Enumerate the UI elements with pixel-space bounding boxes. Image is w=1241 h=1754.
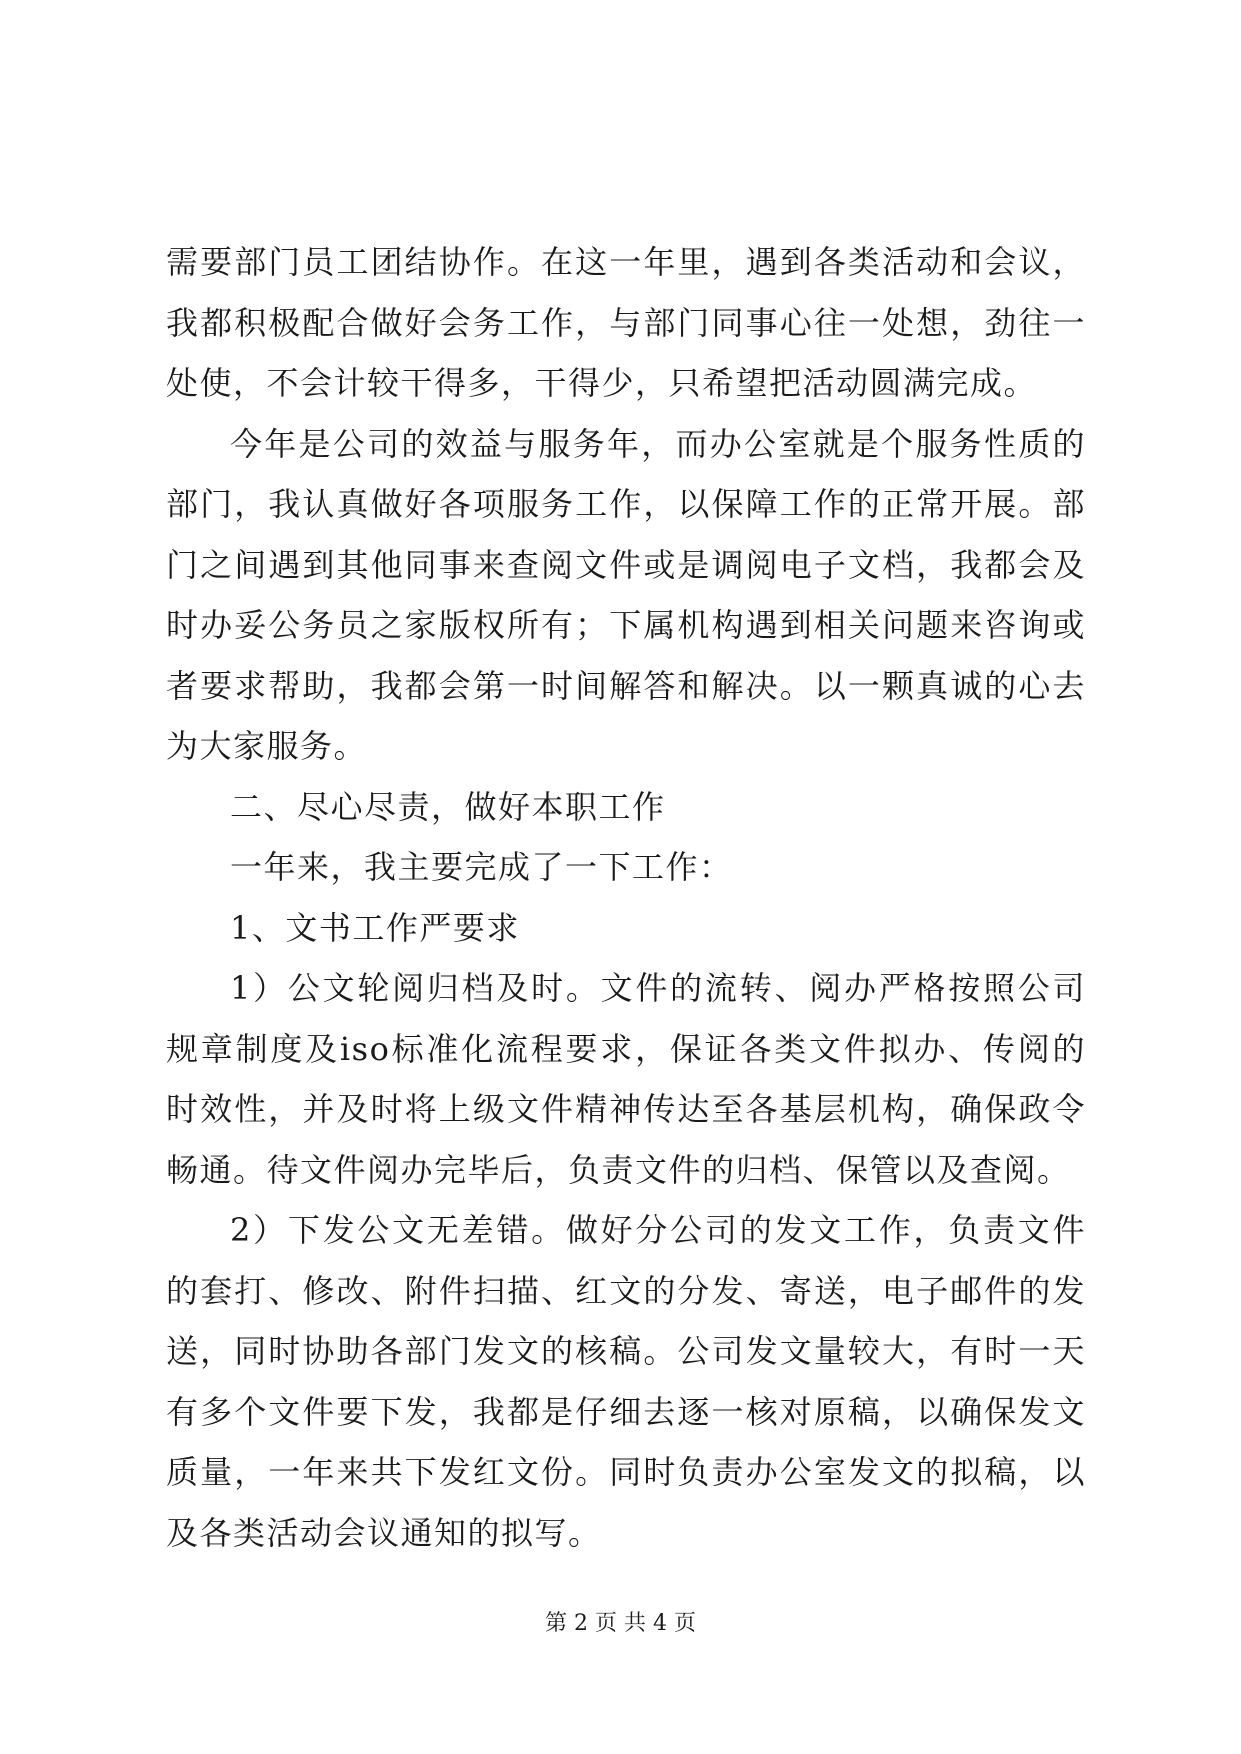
section-heading: 二、尽心尽责，做好本职工作 (230, 787, 666, 826)
paragraph-item-1: 1）公文轮阅归档及时。文件的流转、阅办严格按照公司规章制度及iso标准化流程要求，保证各类文件拟办、传阅的时效性，并及时将上级文件精神传达至各基层机构，确保政令畅通。待文件阅办完毕后，负责文件的归档、保管以及查阅。 (166, 969, 1086, 1189)
document-body (166, 232, 1086, 1563)
subsection-heading: 1、文书工作严要求 (230, 908, 520, 947)
paragraph-item-2: 2）下发公文无差错。做好分公司的发文工作，负责文件的套打、修改、附件扫描、红文的分发、寄送，电子邮件的发送，同时协助各部门发文的核稿。公司发文量较大，有时一天有多个文件要下发，我都是仔细去逐一核对原稿，以确保发文质量，一年来共下发红文份。同时负责办公室发文的拟稿，以及各类活动会议通知的拟写。 (166, 1211, 1086, 1552)
paragraph-2: 今年是公司的效益与服务年，而办公室就是个服务性质的部门，我认真做好各项服务工作，以保障工作的正常开展。部门之间遇到其他同事来查阅文件或是调阅电子文档，我都会及时办妥公务员之家版权所有；下属机构遇到相关问题来咨询或者要求帮助，我都会第一时间解答和解决。以一颗真诚的心去为大家服务。 (166, 424, 1086, 765)
paragraph-intro: 一年来，我主要完成了一下工作： (230, 848, 733, 886)
paragraph-1: 需要部门员工团结协作。在这一年里，遇到各类活动和会议，我都积极配合做好会务工作，与部门同事心往一处想，劲往一处使，不会计较干得多，干得少，只希望把活动圆满完成。 (166, 243, 1086, 402)
page-footer: 第 2 页 共 4 页 (545, 1611, 696, 1636)
